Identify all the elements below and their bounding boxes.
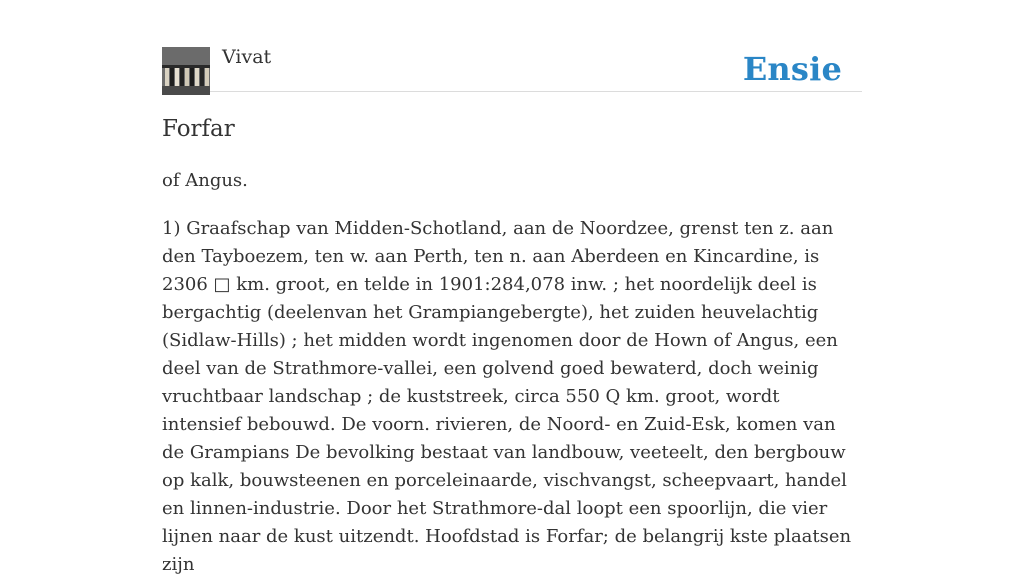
site-header [162,0,862,92]
page-title: Forfar [162,116,235,142]
article-subtitle: of Angus. [162,170,248,191]
article-body: 1) Graafschap van Midden-Schotland, aan de Noordzee, grenst ten z. aan den Tayboezem, ten w. aan Perth, ten n. aan Aberdeen en Kincardine, is 2306 □ km. groot, en telde in 1901:284,078 inw. ; het noordelijk deel is bergachtig (deelenvan het Grampiangebergte), het zuiden heuvelachtig (Sidlaw-Hills) ; het midden wordt ingenomen door de Hown of Angus, een deel van de Strathmore-vallei, een golvend goed bewaterd, doch weinig vruchtbaar landschap ; de kuststreek, circa 550 Q km. groot, wordt intensief bebouwd. De voorn. rivieren, de Noord- en Zuid-Esk, komen van de Grampians De bevolking bestaat van landbouw, veeteelt, den bergbouw op kalk, bouwsteenen en porceleinaarde, vischvangst, scheepvaart, handel en linnen-industrie. Door het Strathmore-dal loopt een spoorlijn, die vier lijnen naar de kust uitzendt. Hoofdstad is Forfar; de belangrij kste plaatsen zijn [162,218,852,575]
brand-logo[interactable]: Ensie [742,50,842,88]
source-name[interactable]: Vivat [222,46,272,68]
books-icon[interactable] [162,47,210,95]
page-container [162,0,862,575]
